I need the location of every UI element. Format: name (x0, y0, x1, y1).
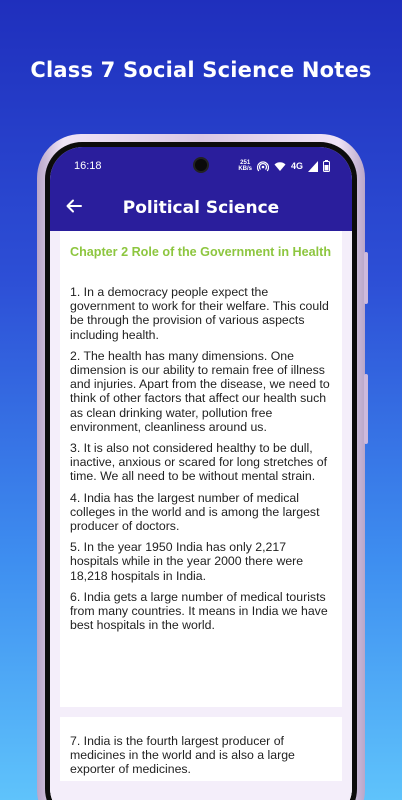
note-item: 3. It is also not considered healthy to be dull, inactive, anxious or scared for long stretches of time. We all need to be without mental strain. (70, 441, 327, 484)
content-area[interactable] (50, 231, 352, 800)
network-type: 4G (290, 161, 303, 171)
wifi-icon (274, 161, 286, 172)
note-item: 7. India is the fourth largest producer of medicines in the world and is also a large exporter of medicines. (70, 734, 295, 777)
notes-card (60, 231, 342, 707)
note-item: 2. The health has many dimensions. One dimension is our ability to remain free of illness and injuries. Apart from the disease, we need to think of other factors that affect our health such as clean drinking water, pollution free environment, cleanliness around us. (70, 348, 330, 434)
signal-icon (308, 161, 318, 172)
phone-power-button (364, 374, 368, 444)
status-icons (238, 160, 330, 172)
app-bar-title: Political Science (122, 198, 280, 218)
chapter-title: Chapter 2 Role of the Government in Health (70, 245, 332, 259)
note-item: 5. In the year 1950 India has only 2,217 hospitals while in the year 2000 there were 18,218 hospitals in India. (70, 540, 304, 583)
battery-icon (323, 160, 330, 172)
note-item: 1. In a democracy people expect the government to work for their welfare. This could be through the provision of various aspects including health. (70, 285, 329, 342)
arrow-left-icon (66, 199, 82, 218)
hotspot-icon (257, 160, 269, 172)
back-button[interactable] (52, 185, 96, 231)
app-bar (50, 185, 352, 231)
net-speed: 251 KB/s (238, 160, 252, 172)
promo-title: Class 7 Social Science Notes (30, 58, 372, 82)
phone-volume-button (364, 252, 368, 304)
note-item: 4. India has the largest number of medical colleges in the world and is among the largest producer of doctors. (70, 490, 320, 534)
app-screen (50, 147, 352, 800)
phone-frame (37, 134, 365, 800)
notes-card-next (60, 717, 342, 781)
note-item: 6. India gets a large number of medical tourists from many countries. It means in India we have best hospitals in the world. (70, 589, 328, 633)
status-time: 16:18 (74, 160, 102, 172)
front-camera (193, 157, 209, 173)
status-bar (50, 147, 352, 185)
bottom-nav-area (50, 781, 352, 800)
